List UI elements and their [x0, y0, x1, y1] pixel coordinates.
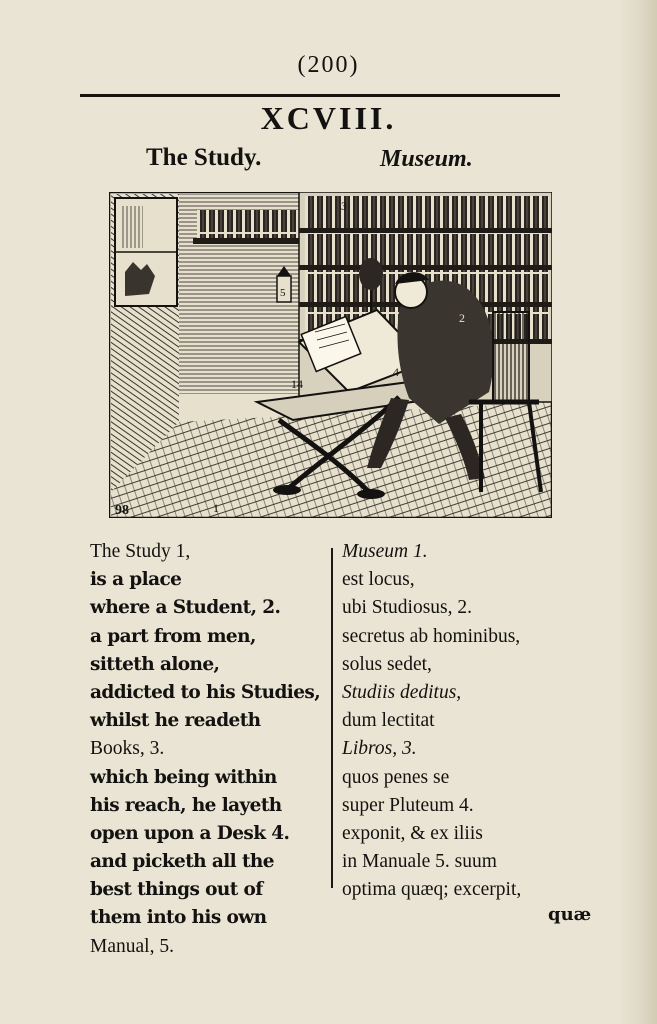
- illustration-mark: 2: [459, 311, 465, 325]
- english-line: sitteth alone,: [90, 653, 220, 675]
- english-line: and picketh all the: [90, 851, 274, 873]
- page-edge-shadow: [619, 0, 657, 1024]
- latin-line: Museum 1.: [342, 541, 428, 562]
- english-line: them into his own: [90, 907, 267, 929]
- latin-line: dum lectitat: [342, 710, 435, 732]
- illustration-mark: 4: [393, 365, 399, 379]
- english-line: Manual, 5.: [90, 935, 174, 957]
- english-line: Books, 3.: [90, 738, 165, 760]
- english-line: his reach, he layeth: [90, 794, 282, 816]
- latin-line: quos penes se: [342, 766, 450, 788]
- english-line: best things out of: [90, 879, 263, 901]
- latin-column: [342, 538, 592, 904]
- catchword: quæ: [548, 904, 592, 925]
- illustration-mark: 14: [291, 377, 303, 391]
- english-line: addicted to his Studies,: [90, 681, 321, 703]
- page-number: (200): [297, 52, 360, 78]
- english-line: The Study 1,: [90, 541, 191, 562]
- illustration-mark: 1: [213, 501, 219, 515]
- latin-line: est locus,: [342, 569, 415, 591]
- english-line: where a Student, 2.: [90, 597, 281, 619]
- illustration-mark: 98: [115, 503, 129, 518]
- latin-line: exponit, & ex iliis: [342, 822, 483, 844]
- latin-line: Studiis deditus,: [342, 681, 462, 703]
- latin-line: Libros, 3.: [342, 738, 417, 760]
- study-engraving: [109, 192, 552, 518]
- title-latin: Museum.: [380, 146, 473, 172]
- english-line: whilst he readeth: [90, 710, 261, 732]
- latin-line: ubi Studiosus, 2.: [342, 597, 473, 619]
- title-english: The Study.: [146, 144, 262, 171]
- illustration-mark: 3: [341, 199, 347, 213]
- illustration-mark: 5: [280, 287, 286, 299]
- latin-line: super Pluteum 4.: [342, 794, 474, 816]
- latin-line: secretus ab hominibus,: [342, 625, 521, 647]
- english-line: is a place: [90, 569, 182, 591]
- header-rule: [80, 94, 560, 97]
- column-divider: [331, 548, 333, 888]
- latin-line: in Manuale 5. suum: [342, 851, 497, 873]
- latin-line: optima quæq; excerpit,: [342, 879, 522, 901]
- latin-line: solus sedet,: [342, 653, 432, 675]
- english-line: open upon a Desk 4.: [90, 822, 290, 844]
- english-line: a part from men,: [90, 625, 256, 647]
- chapter-number: XCVIII.: [260, 100, 397, 136]
- english-line: which being within: [90, 766, 277, 788]
- english-column: [90, 538, 330, 961]
